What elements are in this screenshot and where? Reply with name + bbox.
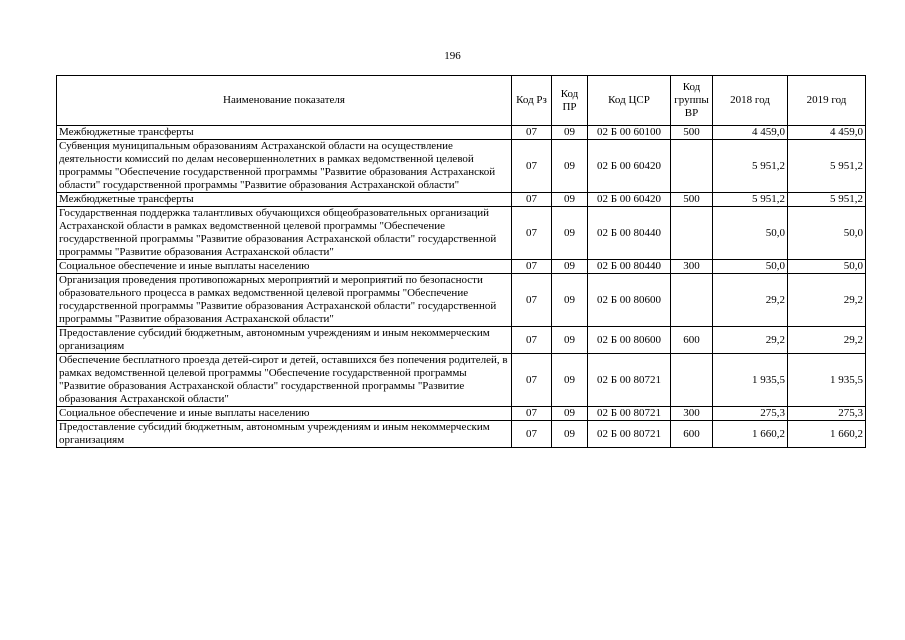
cell-code-rz: 07 — [512, 354, 552, 407]
cell-2019: 29,2 — [788, 327, 866, 354]
cell-code-pr: 09 — [552, 274, 588, 327]
cell-2019: 29,2 — [788, 274, 866, 327]
cell-2018: 29,2 — [713, 274, 788, 327]
table-row — [57, 407, 866, 421]
cell-2018: 29,2 — [713, 327, 788, 354]
header-code-vr: Код группы ВР — [671, 76, 713, 126]
cell-code-pr: 09 — [552, 260, 588, 274]
cell-2018: 50,0 — [713, 207, 788, 260]
cell-code-vr: 500 — [671, 126, 713, 140]
cell-code-rz: 07 — [512, 407, 552, 421]
cell-code-csr: 02 Б 00 80721 — [588, 421, 671, 448]
cell-code-pr: 09 — [552, 407, 588, 421]
cell-2019: 5 951,2 — [788, 140, 866, 193]
cell-name: Социальное обеспечение и иные выплаты населению — [57, 260, 512, 274]
cell-code-vr: 300 — [671, 260, 713, 274]
cell-code-csr: 02 Б 00 60420 — [588, 193, 671, 207]
cell-code-csr: 02 Б 00 80600 — [588, 274, 671, 327]
table-body — [57, 126, 866, 448]
cell-name: Межбюджетные трансферты — [57, 126, 512, 140]
cell-code-rz: 07 — [512, 193, 552, 207]
cell-code-rz: 07 — [512, 140, 552, 193]
page-number: 196 — [444, 50, 461, 62]
cell-2019: 50,0 — [788, 260, 866, 274]
header-2018: 2018 год — [713, 76, 788, 126]
header-2019: 2019 год — [788, 76, 866, 126]
table-row — [57, 354, 866, 407]
cell-code-rz: 07 — [512, 274, 552, 327]
table-row — [57, 140, 866, 193]
cell-2019: 5 951,2 — [788, 193, 866, 207]
table-header-row — [57, 76, 866, 126]
cell-code-csr: 02 Б 00 80600 — [588, 327, 671, 354]
cell-2018: 1 935,5 — [713, 354, 788, 407]
cell-name: Предоставление субсидий бюджетным, автономным учреждениям и иным некоммерческим организациям — [57, 421, 512, 448]
cell-2019: 275,3 — [788, 407, 866, 421]
cell-code-pr: 09 — [552, 126, 588, 140]
header-code-pr: Код ПР — [552, 76, 588, 126]
cell-code-vr — [671, 274, 713, 327]
cell-code-csr: 02 Б 00 60420 — [588, 140, 671, 193]
cell-code-csr: 02 Б 00 80721 — [588, 354, 671, 407]
cell-code-vr: 600 — [671, 421, 713, 448]
cell-name: Государственная поддержка талантливых обучающихся общеобразовательных организаций Астраханской области в рамках ведомственной целевой программы "Обеспечение государственной программы "Развитие образования Астраханской области" государственной программы "Развитие образования Астраханской области" — [57, 207, 512, 260]
cell-code-pr: 09 — [552, 327, 588, 354]
header-name: Наименование показателя — [57, 76, 512, 126]
table-row — [57, 421, 866, 448]
cell-name: Обеспечение бесплатного проезда детей-сирот и детей, оставшихся без попечения родителей, в рамках ведомственной целевой программы "Обеспечение государственной программы "Развитие образования Астраханской области" государственной программы "Развитие образования Астраханской области" — [57, 354, 512, 407]
cell-code-vr: 600 — [671, 327, 713, 354]
cell-2019: 1 935,5 — [788, 354, 866, 407]
cell-code-vr — [671, 354, 713, 407]
cell-code-rz: 07 — [512, 260, 552, 274]
cell-code-csr: 02 Б 00 60100 — [588, 126, 671, 140]
header-code-csr: Код ЦСР — [588, 76, 671, 126]
table-row — [57, 126, 866, 140]
cell-2018: 275,3 — [713, 407, 788, 421]
cell-name: Организация проведения противопожарных мероприятий и мероприятий по безопасности образовательного процесса в рамках ведомственной целевой программы "Обеспечение государственной программы "Развитие образования Астраханской области" государственной программы "Развитие образования Астраханской области" — [57, 274, 512, 327]
cell-code-pr: 09 — [552, 354, 588, 407]
cell-code-rz: 07 — [512, 327, 552, 354]
cell-2019: 50,0 — [788, 207, 866, 260]
table-row — [57, 327, 866, 354]
cell-name: Субвенция муниципальным образованиям Астраханской области на осуществление деятельности комиссий по делам несовершеннолетних в рамках ведомственной целевой программы "Обеспечение государственной программы "Развитие образования Астраханской области" государственной программы "Развитие образования Астраханской области" — [57, 140, 512, 193]
cell-code-vr: 500 — [671, 193, 713, 207]
cell-name: Межбюджетные трансферты — [57, 193, 512, 207]
cell-code-csr: 02 Б 00 80440 — [588, 260, 671, 274]
cell-code-vr — [671, 207, 713, 260]
cell-2018: 50,0 — [713, 260, 788, 274]
cell-2019: 4 459,0 — [788, 126, 866, 140]
cell-name: Предоставление субсидий бюджетным, автономным учреждениям и иным некоммерческим организациям — [57, 327, 512, 354]
cell-code-csr: 02 Б 00 80721 — [588, 407, 671, 421]
table-row — [57, 207, 866, 260]
header-code-rz: Код Рз — [512, 76, 552, 126]
cell-code-vr — [671, 140, 713, 193]
cell-2018: 1 660,2 — [713, 421, 788, 448]
table-row — [57, 274, 866, 327]
cell-code-rz: 07 — [512, 126, 552, 140]
cell-2018: 5 951,2 — [713, 193, 788, 207]
cell-code-vr: 300 — [671, 407, 713, 421]
cell-code-rz: 07 — [512, 421, 552, 448]
cell-code-pr: 09 — [552, 421, 588, 448]
cell-2018: 4 459,0 — [713, 126, 788, 140]
cell-code-rz: 07 — [512, 207, 552, 260]
table-row — [57, 260, 866, 274]
budget-table — [56, 75, 866, 448]
cell-code-pr: 09 — [552, 193, 588, 207]
cell-code-csr: 02 Б 00 80440 — [588, 207, 671, 260]
cell-code-pr: 09 — [552, 207, 588, 260]
cell-2019: 1 660,2 — [788, 421, 866, 448]
cell-name: Социальное обеспечение и иные выплаты населению — [57, 407, 512, 421]
cell-2018: 5 951,2 — [713, 140, 788, 193]
cell-code-pr: 09 — [552, 140, 588, 193]
table-row — [57, 193, 866, 207]
